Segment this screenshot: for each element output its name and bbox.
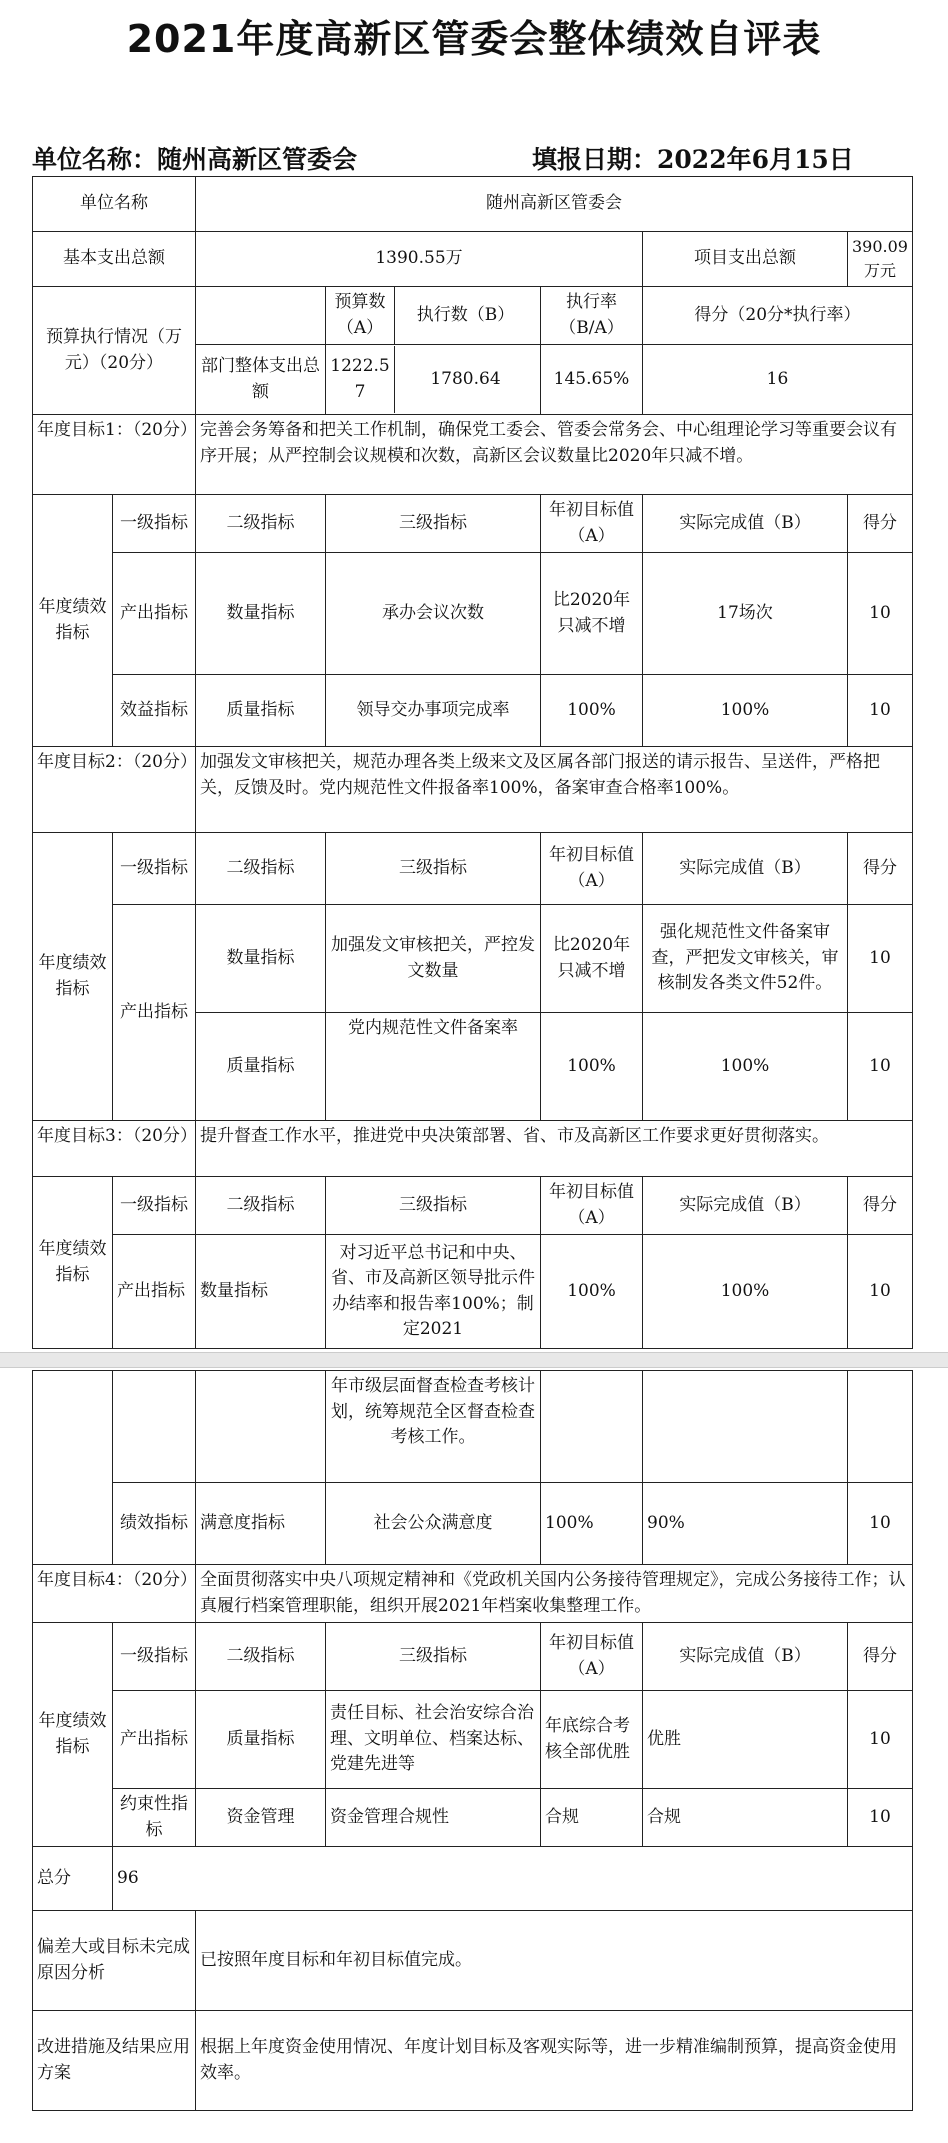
- deviation-value: 已按照年度目标和年初目标值完成。: [196, 1911, 913, 2011]
- header-line: [32, 140, 912, 176]
- goal-2-label: 年度目标2：（20分）: [33, 747, 196, 833]
- g1r2-l2: 质量指标: [196, 675, 326, 747]
- budget-a-header: 预算数（A）: [326, 287, 395, 344]
- project-expense-value: 390.09万元: [848, 232, 913, 287]
- unit-value: 随州高新区管委会: [157, 145, 358, 174]
- basic-expense-value: 1390.55万: [196, 232, 643, 287]
- g3r1-target: 100%: [541, 1235, 643, 1349]
- g3r2-target: 100%: [541, 1483, 643, 1565]
- col-actual: 实际完成值（B）: [643, 495, 848, 553]
- col-level3: 三级指标: [326, 1623, 541, 1691]
- goal-4-label: 年度目标4：（20分）: [33, 1565, 196, 1623]
- document-title: 2021年度高新区管委会整体绩效自评表: [126, 17, 822, 61]
- g3r2-actual: 90%: [643, 1483, 848, 1565]
- perf-indicator-label: 年度绩效指标: [33, 833, 113, 1121]
- col-level3: 三级指标: [326, 833, 541, 905]
- g3-continued-score-blank: [848, 1371, 913, 1483]
- g3-continued-l1-blank: [113, 1371, 196, 1483]
- col-level2: 二级指标: [196, 495, 326, 553]
- g4r1-l2: 质量指标: [196, 1691, 326, 1789]
- perf-indicator-label: 年度绩效指标: [33, 1623, 113, 1847]
- g1r1-l1: 产出指标: [113, 553, 196, 675]
- col-score: 得分: [848, 495, 913, 553]
- g4r2-target: 合规: [541, 1789, 643, 1847]
- g3r1-l3-part2: 年市级层面督查检查考核计划，统筹规范全区督查检查考核工作。: [326, 1371, 541, 1483]
- goal-2-text: 加强发文审核把关，规范办理各类上级来文及区属各部门报送的请示报告、呈送件，严格把关，反馈及时。党内规范性文件报备率100%，备案审查合格率100%。: [196, 747, 913, 833]
- col-level2: 二级指标: [196, 1177, 326, 1235]
- perf-indicator-label: 年度绩效指标: [33, 495, 113, 747]
- g1r2-actual: 100%: [643, 675, 848, 747]
- improve-value: 根据上年度资金使用情况、年度计划目标及客观实际等，进一步精准编制预算，提高资金使用效率。: [196, 2011, 913, 2111]
- col-level1: 一级指标: [113, 833, 196, 905]
- g1r2-target: 100%: [541, 675, 643, 747]
- evaluation-table-part-2: [32, 1370, 913, 2111]
- g3r2-l3: 社会公众满意度: [326, 1483, 541, 1565]
- g2r1-target: 比2020年只减不增: [541, 905, 643, 1013]
- col-actual: 实际完成值（B）: [643, 833, 848, 905]
- col-score: 得分: [848, 1623, 913, 1691]
- g3-continued-target-blank: [541, 1371, 643, 1483]
- g4r2-score: 10: [848, 1789, 913, 1847]
- g1r1-l2: 数量指标: [196, 553, 326, 675]
- col-actual: 实际完成值（B）: [643, 1623, 848, 1691]
- col-level2: 二级指标: [196, 833, 326, 905]
- g3r2-l1: 绩效指标: [113, 1483, 196, 1565]
- col-level1: 一级指标: [113, 1623, 196, 1691]
- improve-label: 改进措施及结果应用方案: [33, 2011, 196, 2111]
- budget-col-a: [326, 287, 541, 345]
- col-target: 年初目标值（A）: [541, 1177, 643, 1235]
- total-value: 96: [113, 1847, 913, 1911]
- col-level3: 三级指标: [326, 1177, 541, 1235]
- g2-l1: 产出指标: [113, 905, 196, 1121]
- unit-label: 单位名称：: [32, 145, 158, 174]
- g1r1-target: 比2020年只减不增: [541, 553, 643, 675]
- budget-score-value: 16: [643, 345, 913, 415]
- total-label: 总分: [33, 1847, 113, 1911]
- dept-total-label: 部门整体支出总额: [196, 345, 326, 415]
- g4r1-l1: 产出指标: [113, 1691, 196, 1789]
- budget-values-cell: [326, 345, 541, 415]
- basic-expense-label: 基本支出总额: [33, 232, 196, 287]
- g4r2-l1: 约束性指标: [113, 1789, 196, 1847]
- goal-4-text: 全面贯彻落实中央八项规定精神和《党政机关国内公务接待管理规定》，完成公务接待工作；认真履行档案管理职能，组织开展2021年档案收集整理工作。: [196, 1565, 913, 1623]
- g3-continued-perf-blank: [33, 1371, 113, 1565]
- budget-rate-value: 145.65%: [541, 345, 643, 415]
- g4r2-l3: 资金管理合规性: [326, 1789, 541, 1847]
- g1r2-l3: 领导交办事项完成率: [326, 675, 541, 747]
- budget-a-value: 1222.57: [326, 346, 395, 413]
- g1r2-score: 10: [848, 675, 913, 747]
- col-actual: 实际完成值（B）: [643, 1177, 848, 1235]
- g1r2-l1: 效益指标: [113, 675, 196, 747]
- budget-score-header: 得分（20分*执行率）: [643, 287, 913, 345]
- col-level1: 一级指标: [113, 1177, 196, 1235]
- g3r2-score: 10: [848, 1483, 913, 1565]
- col-target: 年初目标值（A）: [541, 833, 643, 905]
- col-level3: 三级指标: [326, 495, 541, 553]
- col-target: 年初目标值（A）: [541, 1623, 643, 1691]
- g3-continued-actual-blank: [643, 1371, 848, 1483]
- col-level1: 一级指标: [113, 495, 196, 553]
- goal-3-text: 提升督查工作水平，推进党中央决策部署、省、市及高新区工作要求更好贯彻落实。: [196, 1121, 913, 1177]
- g2r2-l2: 质量指标: [196, 1013, 326, 1121]
- project-expense-label: 项目支出总额: [643, 232, 848, 287]
- g2r2-actual: 100%: [643, 1013, 848, 1121]
- page-break: [0, 1352, 948, 1368]
- date-value: 2022年6月15日: [657, 145, 854, 174]
- g4r1-actual: 优胜: [643, 1691, 848, 1789]
- g1r1-l3: 承办会议次数: [326, 553, 541, 675]
- g4r1-target: 年底综合考核全部优胜: [541, 1691, 643, 1789]
- g1r1-score: 10: [848, 553, 913, 675]
- g4r1-l3: 责任目标、社会治安综合治理、文明单位、档案达标、党建先进等: [326, 1691, 541, 1789]
- table-page-2: [32, 1370, 912, 2111]
- budget-rate-header: 执行率（B/A）: [541, 287, 643, 345]
- unit-name-value: 随州高新区管委会: [196, 177, 913, 232]
- g3r1-actual: 100%: [643, 1235, 848, 1349]
- col-score: 得分: [848, 833, 913, 905]
- perf-indicator-label: 年度绩效指标: [33, 1177, 113, 1349]
- budget-b-value: 1780.64: [430, 368, 501, 389]
- g3r1-l3-part1: 对习近平总书记和中央、省、市及高新区领导批示件办结率和报告率100%；制定2021: [326, 1235, 541, 1349]
- g4r2-actual: 合规: [643, 1789, 848, 1847]
- evaluation-table-part-1: [32, 176, 913, 1349]
- table-page-1: [32, 176, 912, 1349]
- deviation-label: 偏差大或目标未完成原因分析: [33, 1911, 196, 2011]
- goal-3-label: 年度目标3：（20分）: [33, 1121, 196, 1177]
- g2r2-l3: 党内规范性文件备案率: [326, 1013, 541, 1121]
- g3r2-l2: 满意度指标: [196, 1483, 326, 1565]
- g2r1-actual: 强化规范性文件备案审查，严把发文审核关，审核制发各类文件52件。: [643, 905, 848, 1013]
- g2r2-score: 10: [848, 1013, 913, 1121]
- g2r1-score: 10: [848, 905, 913, 1013]
- col-score: 得分: [848, 1177, 913, 1235]
- col-level2: 二级指标: [196, 1623, 326, 1691]
- g2r1-l3: 加强发文审核把关，严控发文数量: [326, 905, 541, 1013]
- unit-name-label: 单位名称: [33, 177, 196, 232]
- g3r1-l2: 数量指标: [196, 1235, 326, 1349]
- g4r2-l2: 资金管理: [196, 1789, 326, 1847]
- g2r1-l2: 数量指标: [196, 905, 326, 1013]
- date-block: [532, 140, 854, 176]
- budget-blank-cell: [196, 287, 326, 345]
- g3r1-score: 10: [848, 1235, 913, 1349]
- budget-b-header: 执行数（B）: [416, 304, 515, 325]
- g1r1-actual: 17场次: [643, 553, 848, 675]
- g3r1-l1: 产出指标: [113, 1235, 196, 1349]
- g2r2-target: 100%: [541, 1013, 643, 1121]
- col-target: 年初目标值（A）: [541, 495, 643, 553]
- g3-continued-l2-blank: [196, 1371, 326, 1483]
- goal-1-text: 完善会务筹备和把关工作机制，确保党工委会、管委会常务会、中心组理论学习等重要会议有序开展；从严控制会议规模和次数，高新区会议数量比2020年只减不增。: [196, 415, 913, 495]
- budget-execution-label: 预算执行情况（万元）（20分）: [33, 287, 196, 415]
- goal-1-label: 年度目标1：（20分）: [33, 415, 196, 495]
- date-label: 填报日期：: [532, 145, 658, 174]
- g4r1-score: 10: [848, 1691, 913, 1789]
